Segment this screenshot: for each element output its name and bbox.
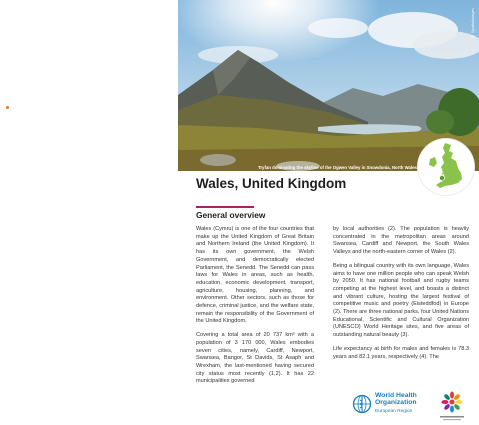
healthy-cities-network-logo xyxy=(436,388,468,422)
margin-marker xyxy=(6,106,9,109)
body-column-right xyxy=(333,226,469,367)
section-heading: General overview xyxy=(196,210,266,220)
who-name-line1: World Health xyxy=(375,392,417,399)
who-region: European Region xyxy=(375,409,413,414)
body-column-left xyxy=(196,226,314,392)
paragraph: Wales (Cymru) is one of the four countries that make up the United Kingdom of Great Britain and Northern Ireland (the United Kingdom). It has its own government, the Welsh Government, and democratically elected Parliament, the Senedd. The Senedd can pass laws for Wales in areas, such as health, education, economic development, transport, agriculture, housing, planning, and environment. Other sectors, such as those for defence, criminal justice, and the welfare state, remain the responsibility of the Government of the United Kingdom. xyxy=(196,226,314,325)
paragraph: Covering a total area of 20 737 km² with a population of 3 170 000, Wales embodies seven cities, namely, Cardiff, Newport, Swansea, Bangor, St Davids, St Asaph and Wrexham, the last-mentioned having secured city status most recently (1,2). It has 22 municipalities governed xyxy=(196,332,314,385)
who-logo xyxy=(352,392,417,415)
paragraph: Being a bilingual country with its own language, Wales aims to have one million people who can speak Welsh by 2050. It has national football and rugby teams competing at the highest level, and boasts a distinct and vibrant culture, hosting the largest festival of competitive music and poetry (Eisteddfod) in Europe (2). There are three national parks, four United Nations Educational, Scientific and Cultural Organization (UNESCO) World Heritage sites, and five areas of outstanding natural beauty (3). xyxy=(333,262,469,339)
paragraph: by local authorities (2). The population is heavily concentrated in the metropolitan areas around Swansea, Cardiff and Newport, the South Wales Valleys and the north-eastern corner of Wales (2). xyxy=(333,226,469,256)
photo-caption: Tryfan dominating the skyline of the Ogwen Valley in Snowdonia, North Wales xyxy=(258,165,417,170)
page-title: Wales, United Kingdom xyxy=(196,176,347,191)
who-name-line2: Organization xyxy=(375,399,417,406)
title-accent-rule xyxy=(196,206,254,208)
photo-credit: © Spatialimages xyxy=(470,8,475,40)
uk-map-wales-highlight-icon xyxy=(418,139,474,195)
paragraph: Life expectancy at birth for males and females is 78.3 years and 82.1 years, respectively (4). The xyxy=(333,345,469,360)
who-emblem-icon xyxy=(352,394,372,414)
